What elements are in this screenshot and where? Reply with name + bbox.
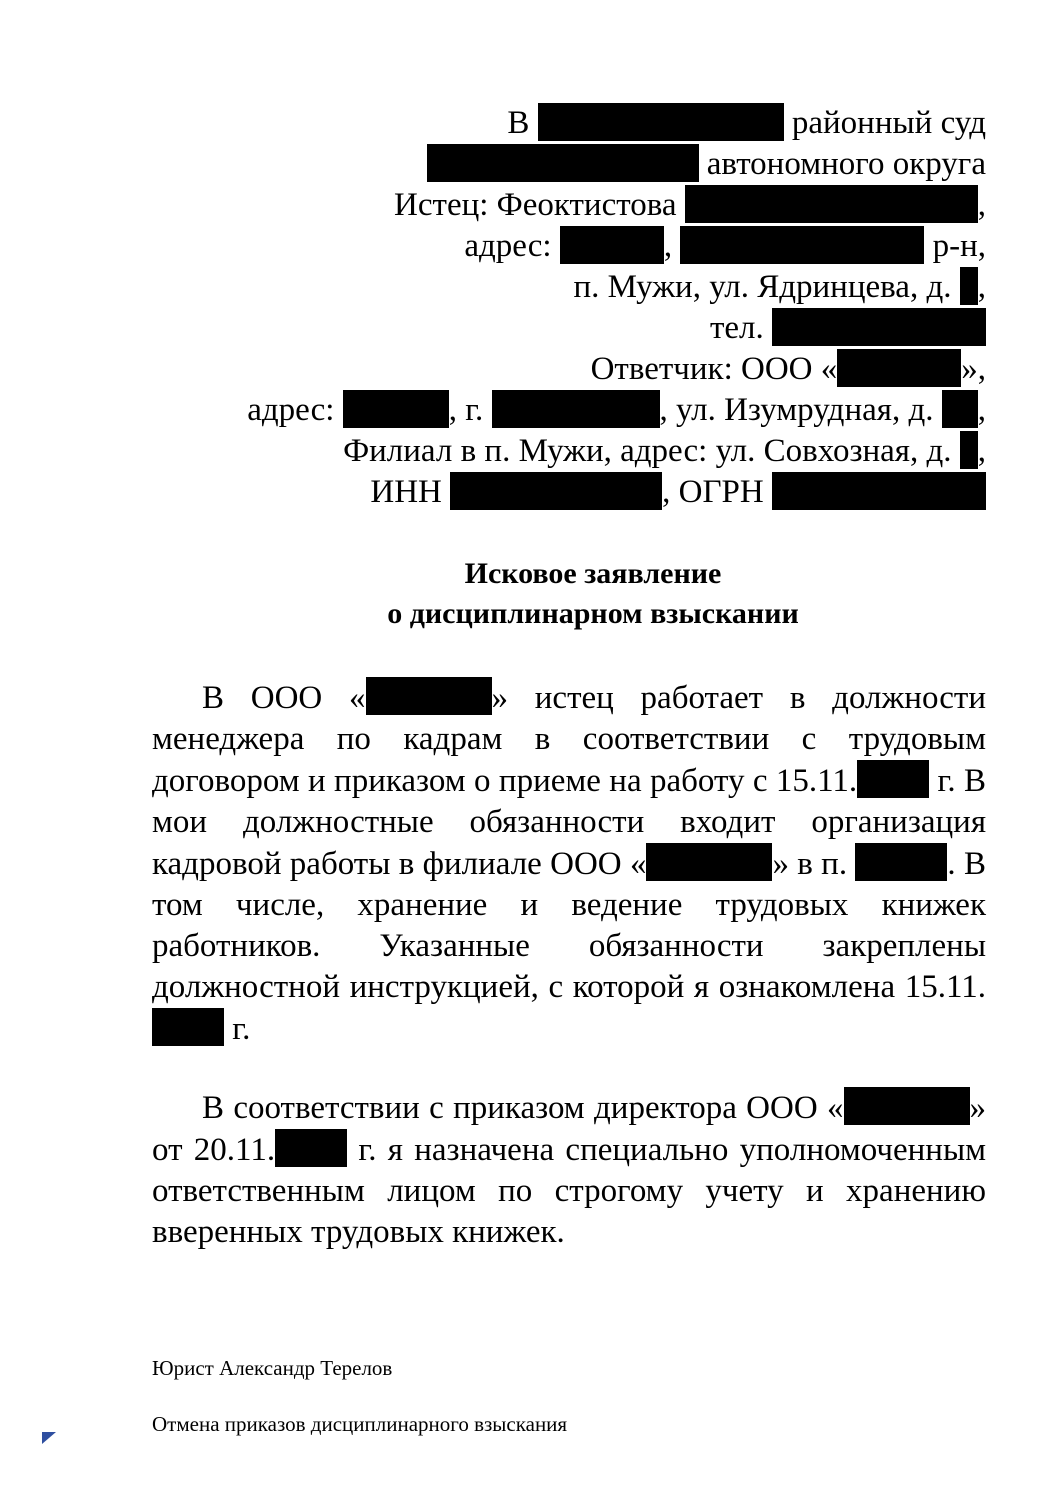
redaction-box — [152, 1008, 224, 1046]
redaction-box — [680, 226, 924, 264]
document-title-line1: Исковое заявление — [464, 557, 722, 590]
page-corner-mark — [42, 1432, 56, 1444]
addressee-court-line: В районный суд — [507, 105, 986, 141]
redaction-box — [450, 472, 662, 510]
redaction-box — [275, 1129, 347, 1167]
redaction-box — [837, 349, 961, 387]
redaction-box — [857, 760, 929, 798]
plaintiff-line: Истец: Феоктистова , — [394, 187, 986, 223]
footer-topic: Отмена приказов дисциплинарного взыскания — [152, 1412, 568, 1436]
paragraph-appointment: В соответствии с приказом директора ООО « » от 20.11. г. я назначена специально уполномоченным ответственным лицом по строгому учету и хранению вверенных трудовых книжек. — [152, 1087, 986, 1253]
defendant-branch-line: Филиал в п. Мужи, адрес: ул. Совхозная, д. , — [343, 433, 986, 469]
paragraph-employment: В ООО « » истец работает в должности менеджера по кадрам в соответствии с трудовым договором и приказом о приеме на работу с 15.11. г. В мои должностные обязанности входит организация кадровой работы в филиале ООО « » в п. . В том числе, хранение и ведение трудовых книжек работников. Указанные обязанности закреплены должностной инструкцией, с которой я ознакомлена 15.11. г. — [152, 677, 986, 1050]
redaction-box — [343, 390, 449, 428]
document-title-line2: о дисциплинарном взыскании — [387, 597, 799, 630]
defendant-inn-line: ИНН , ОГРН — [150, 472, 986, 513]
redaction-box — [772, 472, 986, 510]
redaction-box — [366, 677, 492, 715]
redaction-box — [942, 390, 978, 428]
redaction-box — [772, 308, 986, 346]
plaintiff-street-line: п. Мужи, ул. Ядринцева, д. , — [573, 269, 986, 305]
redaction-box — [960, 267, 978, 305]
addressee-region-line: автономного округа — [150, 144, 986, 185]
redaction-box — [538, 103, 784, 141]
redaction-box — [855, 843, 947, 881]
redaction-box — [844, 1087, 970, 1125]
redaction-box — [560, 226, 664, 264]
plaintiff-address-line: адрес: , р-н, — [464, 228, 986, 264]
defendant-line: Ответчик: ООО « », — [590, 351, 986, 387]
redaction-box — [427, 144, 699, 182]
defendant-address-line: адрес: , г. , ул. Изумрудная, д. , — [247, 392, 986, 428]
redaction-box — [646, 843, 772, 881]
redaction-box — [685, 185, 978, 223]
footer-author: Юрист Александр Терелов — [152, 1356, 393, 1380]
redaction-box — [492, 390, 660, 428]
redaction-box — [960, 431, 978, 469]
plaintiff-phone-line: тел. — [150, 308, 986, 349]
document-title — [150, 554, 1036, 634]
